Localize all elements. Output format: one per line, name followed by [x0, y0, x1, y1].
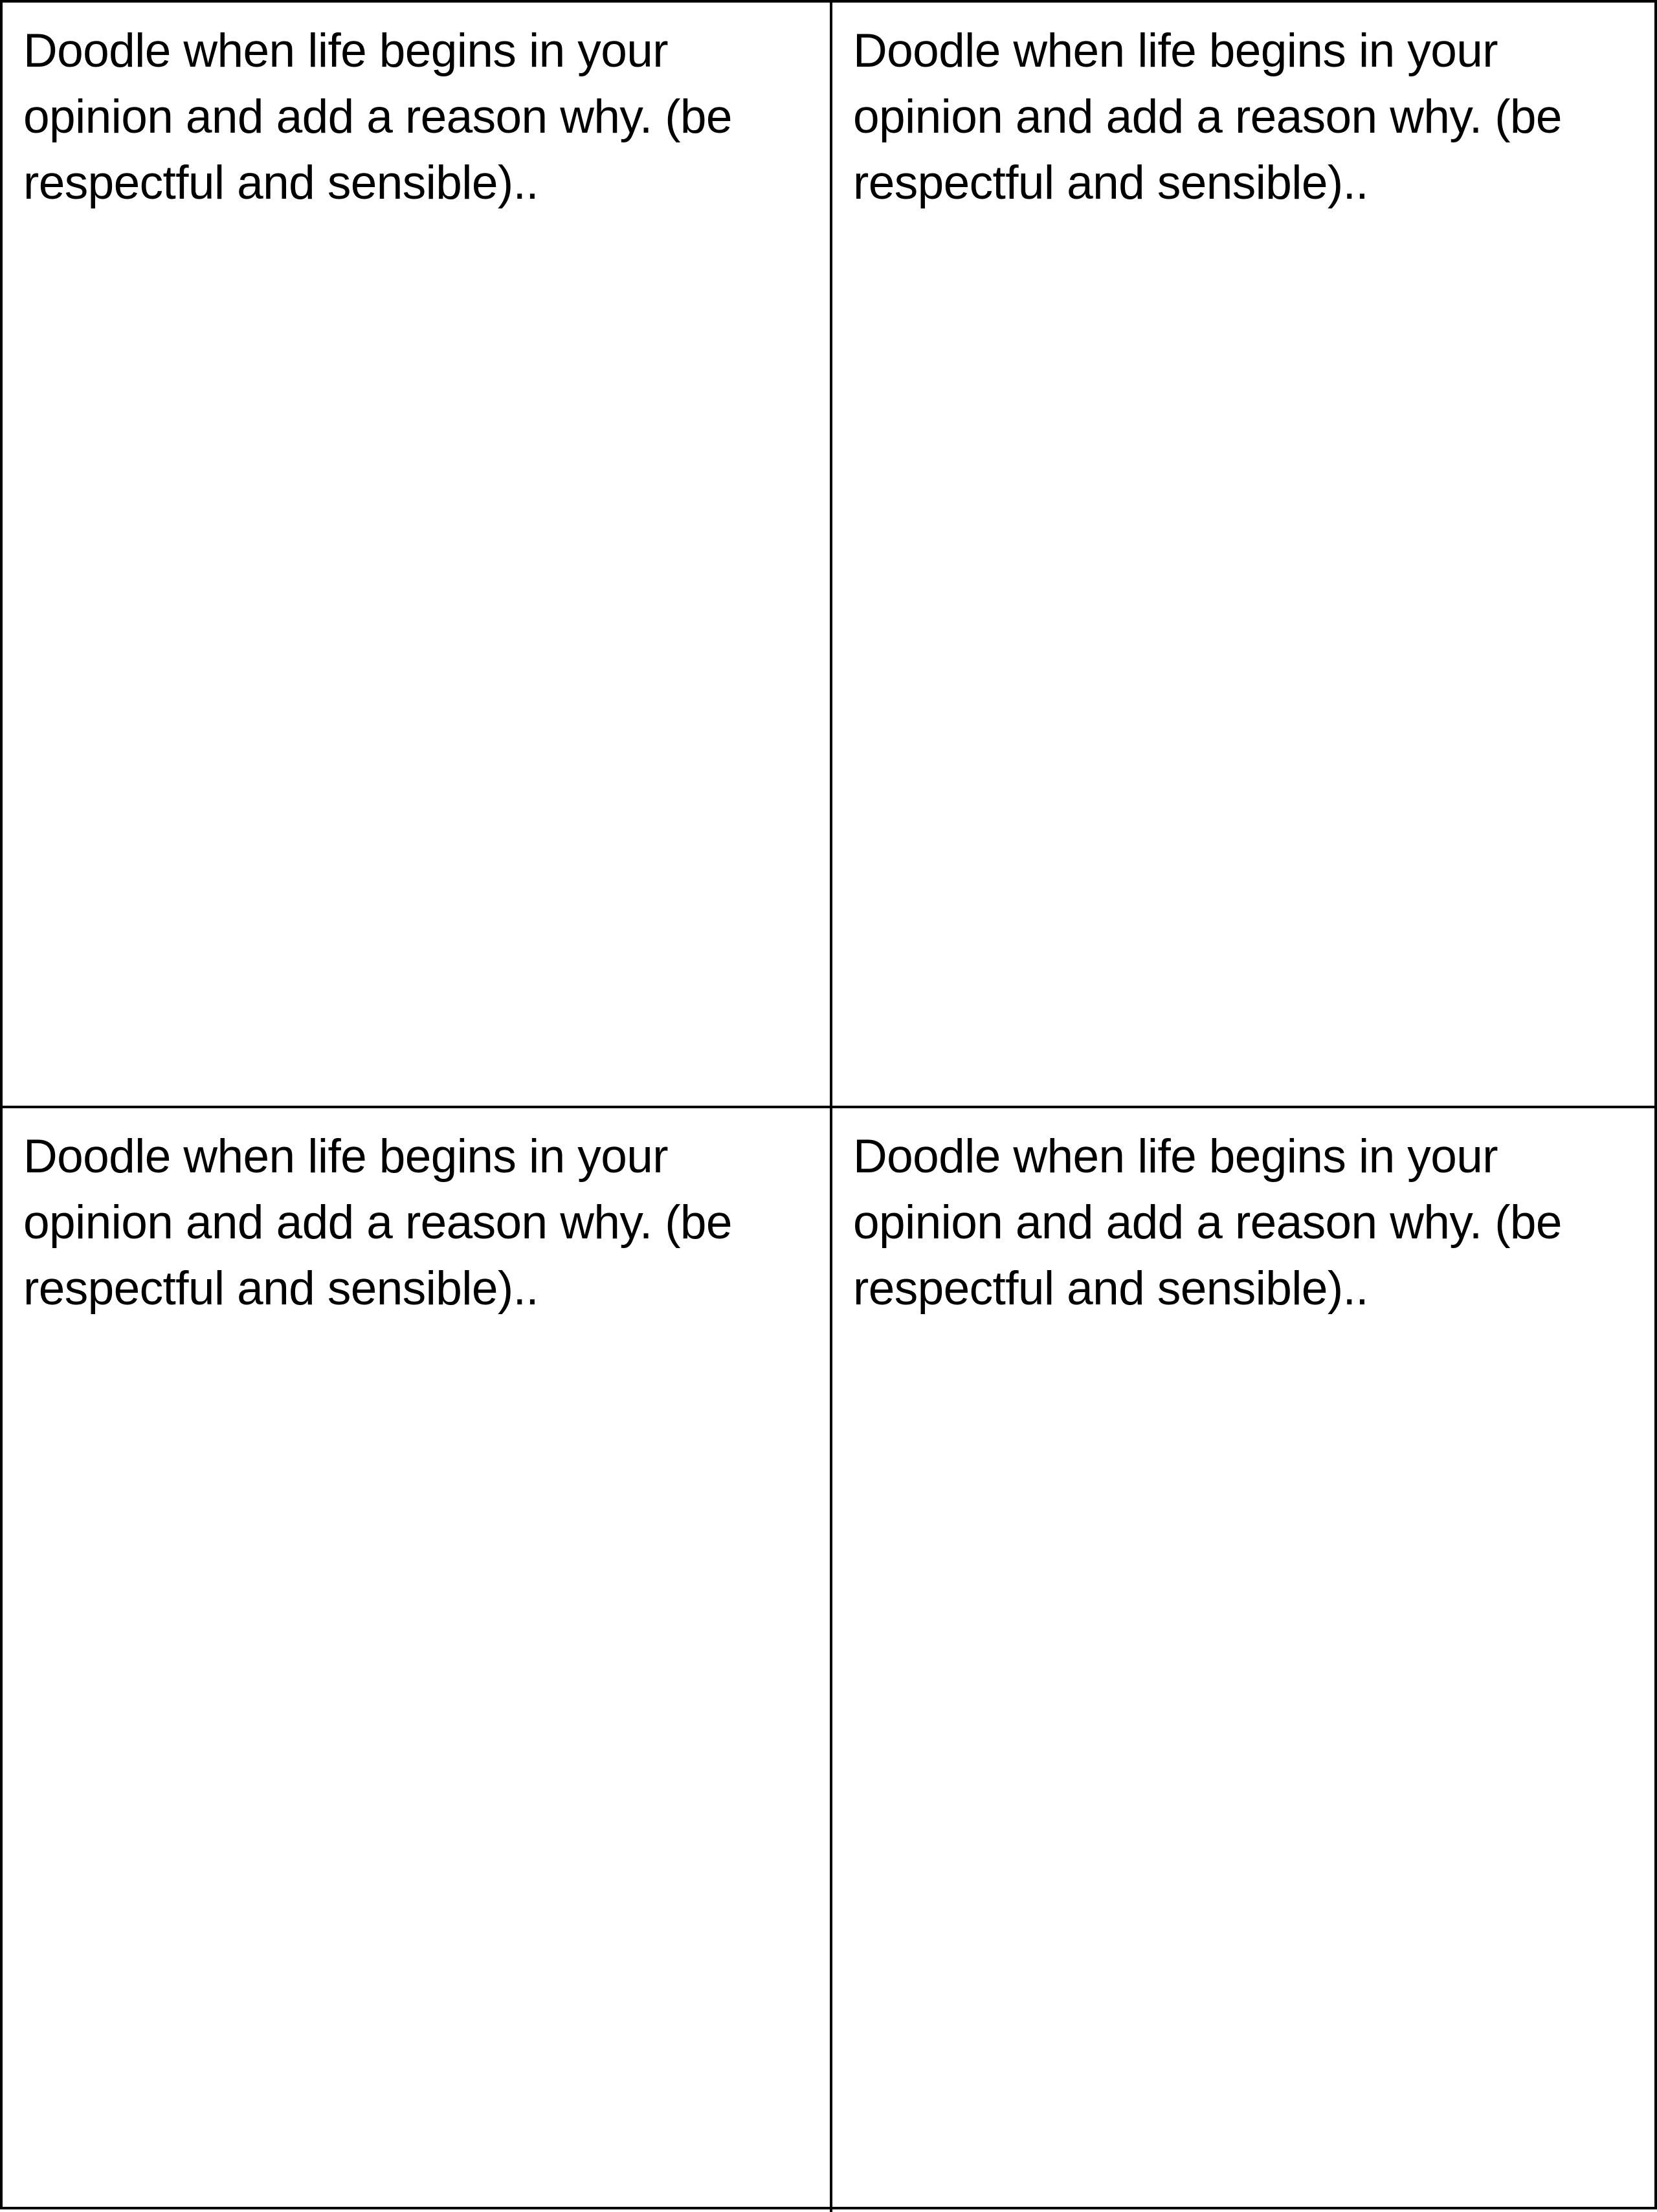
doodle-prompt: Doodle when life begins in your opinion and add a reason why. (be respectful and sensible)..: [23, 25, 732, 209]
doodle-box-top-left[interactable]: [3, 3, 831, 1107]
doodle-box-bottom-right[interactable]: [831, 1107, 1657, 2212]
doodle-box-top-right[interactable]: [831, 3, 1657, 1107]
doodle-prompt: Doodle when life begins in your opinion and add a reason why. (be respectful and sensible)..: [23, 1130, 732, 1315]
doodle-prompt: Doodle when life begins in your opinion and add a reason why. (be respectful and sensible)..: [853, 25, 1562, 209]
doodle-box-bottom-left[interactable]: [3, 1107, 831, 2212]
doodle-prompt: Doodle when life begins in your opinion and add a reason why. (be respectful and sensible)..: [853, 1130, 1562, 1315]
